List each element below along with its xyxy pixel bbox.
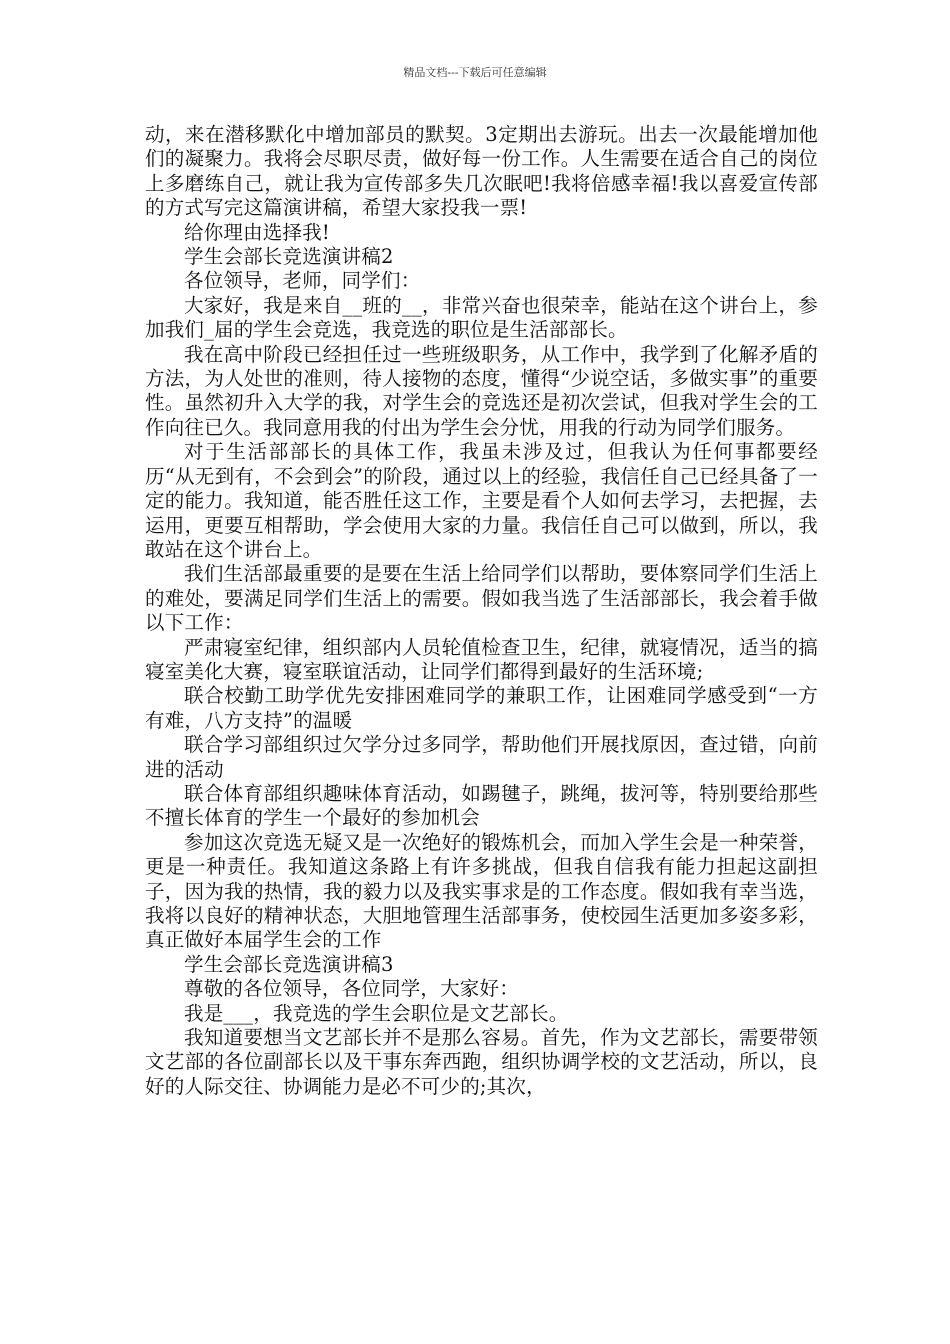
paragraph: 大家好，我是来自__班的__，非常兴奋也很荣幸，能站在这个讲台上，参加我们_届的学生会竞选，我竞选的职位是生活部部长。 [145,293,818,342]
paragraph: 联合校勤工助学优先安排困难同学的兼职工作，让困难同学感受到“一方有难，八方支持”的温暖 [145,684,818,732]
section-title: 学生会部长竞选演讲稿3 [184,952,394,976]
paragraph: 我知道要想当文艺部长并不是那么容易。首先，作为文艺部长，需要带领文艺部的各位副部长以及干事东奔西跑，组织协调学校的文艺活动，所以，良好的人际交往、协调能力是必不可少的;其次， [145,1026,818,1098]
paragraph: 联合体育部组织趣味体育活动，如踢毽子，跳绳，拔河等，特别要给那些不擅长体育的学生一个最好的参加机会 [145,781,818,830]
paragraph: 我在高中阶段已经担任过一些班级职务，从工作中，我学到了化解矛盾的方法，为人处世的准则，待人接物的态度，懂得“少说空话，多做实事”的重要性。虽然初升入大学的我，对学生会的竞选还是初次尝试，但我对学生会的工作向往已久。我同意用我的付出为学生会分忧，用我的行动为同学们服务。 [145,342,818,439]
page-header: 精品文档---下载后可任意编辑 [403,66,547,79]
document-body [145,123,818,1099]
paragraph: 严肃寝室纪律，组织部内人员轮值检查卫生，纪律，就寝情况，适当的搞寝室美化大赛，寝室联谊活动，让同学们都得到最好的生活环境; [145,635,818,683]
paragraph: 给你理由选择我! [184,220,330,244]
paragraph: 参加这次竞选无疑又是一次绝好的锻炼机会，而加入学生会是一种荣誉，更是一种责任。我知道这条路上有许多挑战，但我自信我有能力担起这副担子，因为我的热情，我的毅力以及我实事求是的工作态度。假如我有幸当选，我将以良好的精神状态，大胆地管理生活部事务，使校园生活更加多姿多彩，真正做好本届学生会的工作 [145,830,818,952]
paragraph: 动，来在潜移默化中增加部员的默契。3定期出去游玩。出去一次最能增加他们的凝聚力。我将会尽职尽责，做好每一份工作。人生需要在适合自己的岗位上多磨练自己，就让我为宣传部多失几次眠吧!我将倍感幸福!我以喜爱宣传部的方式写完这篇演讲稿，希望大家投我一票! [145,123,818,220]
paragraph: 对于生活部部长的具体工作，我虽未涉及过，但我认为任何事都要经历“从无到有，不会到会”的阶段，通过以上的经验，我信任自己已经具备了一定的能力。我知道，能否胜任这工作，主要是看个人如何去学习，去把握，去运用，更要互相帮助，学会使用大家的力量。我信任自己可以做到，所以，我敢站在这个讲台上。 [145,440,818,561]
paragraph: 尊敬的各位领导，各位同学，大家好： [184,977,519,1001]
paragraph: 联合学习部组织过欠学分过多同学，帮助他们开展找原因，查过错，向前进的活动 [145,733,818,781]
section-title: 学生会部长竞选演讲稿2 [184,245,394,269]
paragraph: 我们生活部最重要的是要在生活上给同学们以帮助，要体察同学们生活上的难处，要满足同学们生活上的需要。假如我当选了生活部部长，我会着手做以下工作： [145,562,818,635]
paragraph: 我是___，我竞选的学生会职位是文艺部长。 [184,1001,569,1025]
paragraph: 各位领导，老师，同学们： [184,269,421,293]
